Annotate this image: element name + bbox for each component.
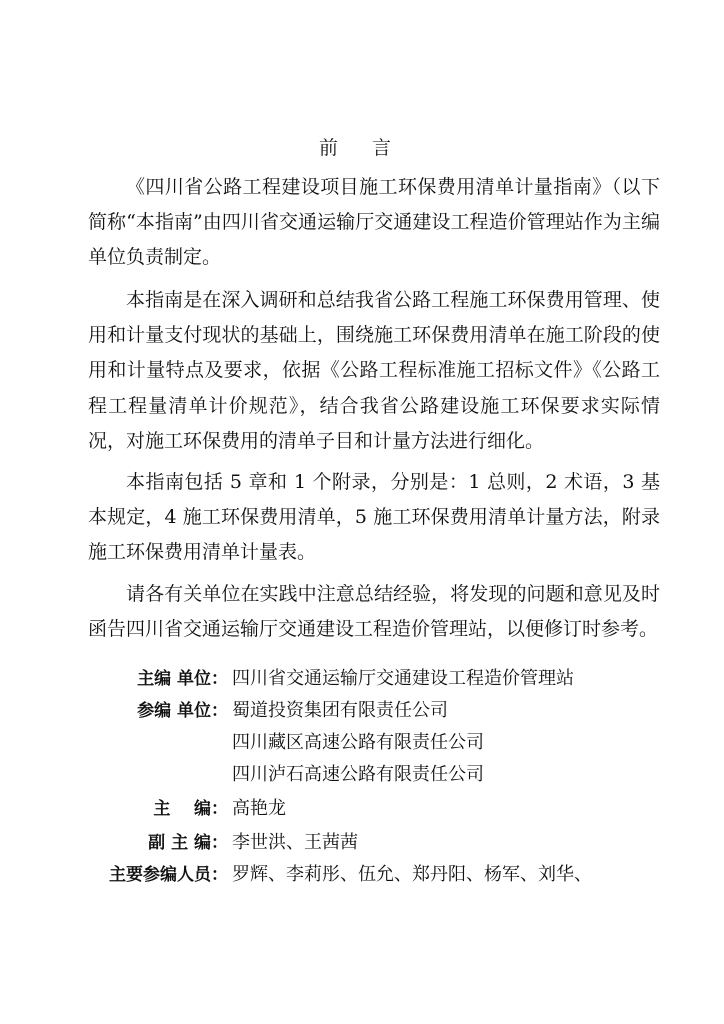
- credit-participating-unit-1: [0, 692, 724, 724]
- participating-unit: 四川藏区高速公路有限责任公司: [232, 732, 484, 753]
- credit-participating-unit-2: [0, 724, 724, 756]
- deputy-editor-value: 李世洪、王茜茜: [232, 832, 358, 853]
- credit-chief-editor: [0, 790, 724, 822]
- chief-editor-value: 高艳龙: [232, 798, 286, 819]
- main-participants-value: 罗辉、李莉彤、伍允、郑丹阳、杨军、刘华、: [232, 864, 592, 885]
- page-title: 前 言: [318, 137, 406, 159]
- credit-deputy-editor: [0, 824, 724, 856]
- paragraph-feedback: 请各有关单位在实践中注意总结经验，将发现的问题和意见及时函告四川省交通运输厅交通建设工程造价管理站，以便修订时参考。: [88, 583, 660, 641]
- participating-units-label: 参编 单位：: [137, 701, 228, 721]
- credit-chief-unit: [0, 660, 724, 692]
- main-participants-label: 主要参编人员：: [109, 865, 228, 885]
- participating-unit: 蜀道投资集团有限责任公司: [232, 700, 448, 721]
- credit-participating-unit-3: [0, 756, 724, 788]
- chief-unit-value: 四川省交通运输厅交通建设工程造价管理站: [232, 668, 574, 689]
- credit-main-participants: [0, 856, 724, 888]
- paragraph-basis: 本指南是在深入调研和总结我省公路工程施工环保费用管理、使用和计量支付现状的基础上，围绕施工环保费用清单在施工阶段的使用和计量特点及要求，依据《公路工程标准施工招标文件》《公路工程工程量清单计价规范》，结合我省公路建设施工环保要求实际情况，对施工环保费用的清单子目和计量方法进行细化。: [88, 289, 660, 452]
- paragraph-intro: 《四川省公路工程建设项目施工环保费用清单计量指南》（以下简称“本指南”由四川省交通运输厅交通建设工程造价管理站作为主编单位负责制定。: [88, 176, 660, 269]
- paragraph-contents: 本指南包括 5 章和 1 个附录，分别是：1 总则，2 术语，3 基本规定，4 施工环保费用清单，5 施工环保费用清单计量方法，附录 施工环保费用清单计量表。: [88, 471, 660, 564]
- chief-unit-label: 主编 单位：: [137, 669, 228, 689]
- chief-editor-label: 主 编：: [153, 799, 228, 819]
- participating-unit: 四川泸石高速公路有限责任公司: [232, 764, 484, 785]
- deputy-editor-label: 副 主 编：: [148, 833, 228, 853]
